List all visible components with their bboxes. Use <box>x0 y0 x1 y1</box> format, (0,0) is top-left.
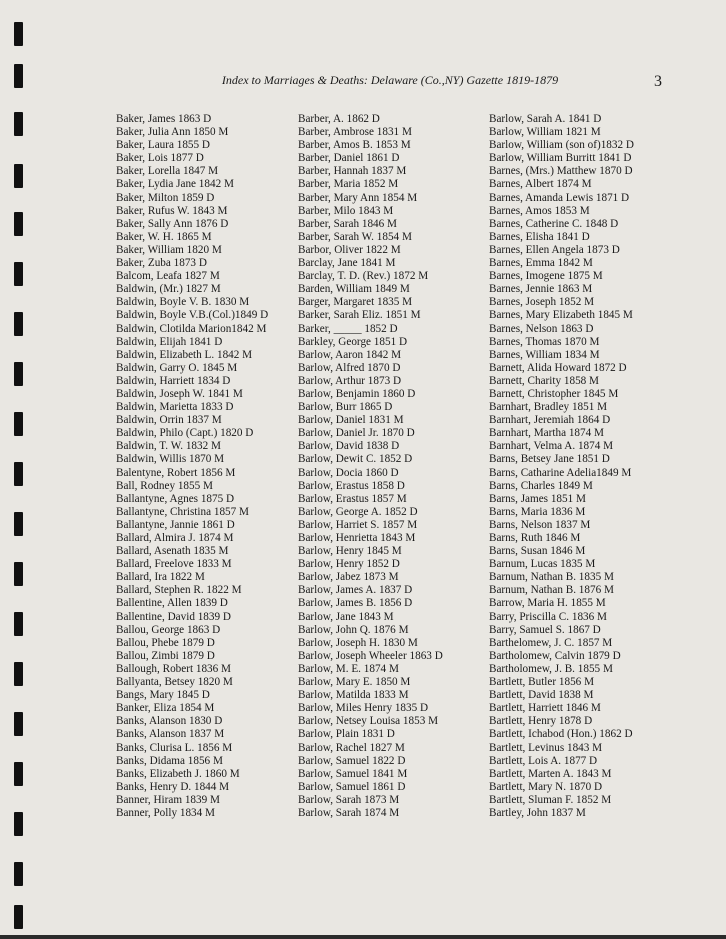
binder-hole <box>14 22 23 46</box>
index-entry: Banker, Eliza 1854 M <box>116 702 215 715</box>
index-entry: Barlow, Jane 1843 M <box>298 610 394 623</box>
index-entry: Ballard, Stephen R. 1822 M <box>116 584 242 597</box>
index-entry: Barnes, Amos 1853 M <box>489 204 590 217</box>
index-entry: Barns, James 1851 M <box>489 492 586 505</box>
index-entry: Ballou, Phebe 1879 D <box>116 636 215 649</box>
index-column-3 <box>489 113 634 820</box>
binder-hole <box>14 462 23 486</box>
index-entry: Barlow, Henry 1845 M <box>298 545 402 558</box>
index-entry: Barnum, Nathan B. 1835 M <box>489 571 614 584</box>
index-entry: Bangs, Mary 1845 D <box>116 689 210 702</box>
index-entry: Baker, William 1820 M <box>116 243 222 256</box>
index-entry: Barlow, Henry 1852 D <box>298 558 400 571</box>
index-entry: Banks, Didama 1856 M <box>116 754 223 767</box>
index-entry: Barnes, William 1834 M <box>489 348 600 361</box>
index-entry: Barns, Ruth 1846 M <box>489 532 581 544</box>
index-entry: Baldwin, Joseph W. 1841 M <box>116 387 243 400</box>
index-entry: Barnes, Imogene 1875 M <box>489 270 603 283</box>
index-entry: Barlow, William (son of)1832 D <box>489 139 634 152</box>
index-entry: Barnes, (Mrs.) Matthew 1870 D <box>489 165 633 178</box>
index-entry: Baker, Lorella 1847 M <box>116 165 219 178</box>
index-entry: Barlow, Harriet S. 1857 M <box>298 518 418 531</box>
index-entry: Barnes, Amanda Lewis 1871 D <box>489 191 630 204</box>
index-entry: Barclay, Jane 1841 M <box>298 257 396 270</box>
binder-hole <box>14 212 23 236</box>
index-entry: Ballough, Robert 1836 M <box>116 662 231 675</box>
index-entry: Barber, Sarah W. 1854 M <box>298 230 412 243</box>
index-entry: Baldwin, Willis 1870 M <box>116 453 225 466</box>
index-entry: Baldwin, T. W. 1832 M <box>116 440 221 453</box>
index-entry: Bartley, John 1837 M <box>489 806 586 819</box>
index-entry: Barlow, Alfred 1870 D <box>298 361 401 374</box>
index-entry: Ballard, Ira 1822 M <box>116 571 205 584</box>
index-entry: Barnhart, Jeremiah 1864 D <box>489 414 611 427</box>
index-entry: Barber, Amos B. 1853 M <box>298 139 411 152</box>
index-entry: Banks, Elizabeth J. 1860 M <box>116 767 240 780</box>
index-entry: Barlow, Burr 1865 D <box>298 401 393 414</box>
index-entry: Ballou, George 1863 D <box>116 623 221 636</box>
index-entry: Baldwin, Marietta 1833 D <box>116 401 234 414</box>
index-entry: Barlow, Sarah A. 1841 D <box>489 113 602 125</box>
index-entry: Barber, Mary Ann 1854 M <box>298 191 418 204</box>
index-entry: Ballantyne, Christina 1857 M <box>116 505 249 518</box>
index-entry: Baldwin, Boyle V. B. 1830 M <box>116 296 250 309</box>
binder-hole <box>14 762 23 786</box>
binder-hole <box>14 512 23 536</box>
index-entry: Ballou, Zimbi 1879 D <box>116 649 215 662</box>
index-entry: Barlow, Jabez 1873 M <box>298 571 399 584</box>
index-entry: Barnes, Thomas 1870 M <box>489 335 600 348</box>
index-entry: Banner, Polly 1834 M <box>116 806 215 819</box>
binder-hole <box>14 362 23 386</box>
binder-hole <box>14 562 23 586</box>
index-entry: Ballard, Almira J. 1874 M <box>116 532 234 544</box>
index-entry: Barnes, Elisha 1841 D <box>489 230 590 243</box>
index-entry: Barnes, Emma 1842 M <box>489 257 593 270</box>
index-entry: Barlow, Rachel 1827 M <box>298 741 405 754</box>
index-entry: Barber, Maria 1852 M <box>298 178 399 191</box>
index-entry: Barnes, Nelson 1863 D <box>489 322 594 335</box>
binder-hole <box>14 712 23 736</box>
index-entry: Barlow, George A. 1852 D <box>298 505 418 518</box>
index-entry: Barnett, Christopher 1845 M <box>489 387 619 400</box>
index-entry: Barlow, M. E. 1874 M <box>298 662 399 675</box>
index-entry: Barlow, Erastus 1857 M <box>298 492 407 505</box>
index-entry: Baldwin, Boyle V.B.(Col.)1849 D <box>116 309 269 322</box>
index-entry: Barlow, Samuel 1861 D <box>298 780 406 793</box>
index-entry: Barry, Samuel S. 1867 D <box>489 623 601 636</box>
index-entry: Banks, Alanson 1837 M <box>116 728 225 741</box>
index-entry: Barnett, Alida Howard 1872 D <box>489 361 627 374</box>
index-entry: Barry, Priscilla C. 1836 M <box>489 610 607 623</box>
index-entry: Baldwin, Philo (Capt.) 1820 D <box>116 427 254 440</box>
index-entry: Barlow, John Q. 1876 M <box>298 623 409 636</box>
index-entry: Barnes, Ellen Angela 1873 D <box>489 243 620 256</box>
page-number: 3 <box>654 73 662 90</box>
index-entry: Ballard, Asenath 1835 M <box>116 545 229 558</box>
index-entry: Bartlett, David 1838 M <box>489 689 594 702</box>
index-entry: Baker, Laura 1855 D <box>116 139 210 152</box>
binder-hole <box>14 662 23 686</box>
index-entry: Banner, Hiram 1839 M <box>116 793 220 806</box>
index-entry: Barnes, Catherine C. 1848 D <box>489 217 619 230</box>
index-entry: Barnes, Albert 1874 M <box>489 178 592 191</box>
index-entry: Barthelomew, J. C. 1857 M <box>489 636 613 649</box>
index-entry: Barber, Daniel 1861 D <box>298 152 400 165</box>
index-entry: Balcom, Leafa 1827 M <box>116 270 220 283</box>
index-entry: Barlow, Aaron 1842 M <box>298 348 402 361</box>
index-entry: Barlow, Joseph Wheeler 1863 D <box>298 649 443 662</box>
index-entry: Baker, Rufus W. 1843 M <box>116 204 228 217</box>
index-entry: Barker, Sarah Eliz. 1851 M <box>298 309 421 322</box>
index-entry: Baker, James 1863 D <box>116 113 212 125</box>
index-entry: Barker, _____ 1852 D <box>298 322 398 335</box>
page-title: Index to Marriages & Deaths: Delaware (Co.,NY) Gazette 1819-1879 <box>221 73 559 87</box>
index-entry: Barber, Sarah 1846 M <box>298 217 397 230</box>
index-entry: Banks, Alanson 1830 D <box>116 715 223 728</box>
index-entry: Barber, A. 1862 D <box>298 113 380 125</box>
index-entry: Barlow, Daniel Jr. 1870 D <box>298 427 415 440</box>
index-entry: Ballentine, Allen 1839 D <box>116 597 228 610</box>
index-entry: Barger, Margaret 1835 M <box>298 296 413 309</box>
index-entry: Baker, Julia Ann 1850 M <box>116 126 229 139</box>
index-entry: Banks, Henry D. 1844 M <box>116 780 230 793</box>
index-entry: Barns, Betsey Jane 1851 D <box>489 453 610 466</box>
index-entry: Barnett, Charity 1858 M <box>489 374 599 387</box>
index-entry: Bartlett, Sluman F. 1852 M <box>489 793 612 806</box>
index-entry: Barlow, James B. 1856 D <box>298 597 413 610</box>
index-entry: Bartlett, Harriett 1846 M <box>489 702 601 715</box>
index-entry: Barlow, Daniel 1831 M <box>298 414 404 427</box>
index-entry: Barden, William 1849 M <box>298 283 410 296</box>
binder-hole <box>14 312 23 336</box>
page-bottom-edge <box>0 935 726 939</box>
index-entry: Barns, Catharine Adelia1849 M <box>489 466 632 479</box>
index-entry: Baker, Sally Ann 1876 D <box>116 217 229 230</box>
binder-hole <box>14 612 23 636</box>
index-entry: Baker, Lois 1877 D <box>116 152 204 165</box>
index-entry: Barrow, Maria H. 1855 M <box>489 597 606 610</box>
binder-hole <box>14 262 23 286</box>
index-entry: Barlow, Samuel 1841 M <box>298 767 408 780</box>
index-entry: Ballard, Freelove 1833 M <box>116 558 232 571</box>
binder-hole <box>14 905 23 929</box>
index-entry: Bartlett, Lois A. 1877 D <box>489 754 598 767</box>
index-entry: Barbor, Oliver 1822 M <box>298 243 401 256</box>
index-entry: Baldwin, Elijah 1841 D <box>116 335 223 348</box>
index-entry: Barlow, William 1821 M <box>489 126 601 139</box>
index-entry: Barns, Susan 1846 M <box>489 545 586 558</box>
index-entry: Barlow, Henrietta 1843 M <box>298 532 416 544</box>
index-entry: Barnes, Jennie 1863 M <box>489 283 593 296</box>
index-entry: Barlow, James A. 1837 D <box>298 584 413 597</box>
index-entry: Barns, Charles 1849 M <box>489 479 593 492</box>
index-entry: Baldwin, Elizabeth L. 1842 M <box>116 348 253 361</box>
index-entry: Bartlett, Ichabod (Hon.) 1862 D <box>489 728 633 741</box>
index-entry: Barnum, Lucas 1835 M <box>489 558 596 571</box>
index-entry: Baldwin, Clotilda Marion1842 M <box>116 322 267 335</box>
index-entry: Ballentine, David 1839 D <box>116 610 231 623</box>
index-entry: Baldwin, Garry O. 1845 M <box>116 361 238 374</box>
index-entry: Barnes, Joseph 1852 M <box>489 296 595 309</box>
index-entry: Baker, W. H. 1865 M <box>116 230 212 243</box>
index-entry: Barlow, Netsey Louisa 1853 M <box>298 715 439 728</box>
index-entry: Barclay, T. D. (Rev.) 1872 M <box>298 270 429 283</box>
index-entry: Baldwin, Orrin 1837 M <box>116 414 222 427</box>
index-entry: Barnhart, Martha 1874 M <box>489 427 604 440</box>
index-entry: Barlow, Sarah 1874 M <box>298 806 400 819</box>
index-entry: Barlow, Erastus 1858 D <box>298 479 405 492</box>
binder-hole <box>14 64 23 88</box>
index-entry: Baker, Zuba 1873 D <box>116 257 207 270</box>
binder-hole <box>14 164 23 188</box>
index-entry: Bartholomew, J. B. 1855 M <box>489 662 613 675</box>
index-entry: Barlow, Miles Henry 1835 D <box>298 702 429 715</box>
index-entry: Balentyne, Robert 1856 M <box>116 466 236 479</box>
index-entry: Barber, Milo 1843 M <box>298 204 394 217</box>
index-entry: Bartlett, Butler 1856 M <box>489 676 595 689</box>
index-entry: Baker, Lydia Jane 1842 M <box>116 178 234 191</box>
index-entry: Barlow, Plain 1831 D <box>298 728 395 741</box>
index-entry: Bartholomew, Calvin 1879 D <box>489 649 621 662</box>
binder-hole <box>14 112 23 136</box>
index-entry: Barlow, Sarah 1873 M <box>298 793 400 806</box>
index-entry: Bartlett, Marten A. 1843 M <box>489 767 612 780</box>
binder-hole <box>14 812 23 836</box>
index-entry: Barns, Nelson 1837 M <box>489 518 591 531</box>
index-entry: Barlow, Mary E. 1850 M <box>298 676 411 689</box>
index-entry: Barber, Hannah 1837 M <box>298 165 407 178</box>
index-entry: Baldwin, (Mr.) 1827 M <box>116 283 221 296</box>
binder-holes <box>14 0 26 939</box>
index-entry: Baldwin, Harriett 1834 D <box>116 374 231 387</box>
index-entry: Barlow, William Burritt 1841 D <box>489 152 632 165</box>
index-column-2 <box>298 113 443 820</box>
index-entry: Bartlett, Mary N. 1870 D <box>489 780 603 793</box>
index-entry: Barlow, David 1838 D <box>298 440 400 453</box>
index-entry: Ballantyne, Jannie 1861 D <box>116 518 235 531</box>
index-entry: Barlow, Dewit C. 1852 D <box>298 453 413 466</box>
index-entry: Bartlett, Levinus 1843 M <box>489 741 603 754</box>
index-entry: Barlow, Matilda 1833 M <box>298 689 409 702</box>
index-entry: Barnhart, Bradley 1851 M <box>489 401 608 414</box>
index-entry: Barber, Ambrose 1831 M <box>298 126 412 139</box>
index-entry: Baker, Milton 1859 D <box>116 191 215 204</box>
index-entry: Banks, Clurisa L. 1856 M <box>116 741 233 754</box>
index-entry: Barns, Maria 1836 M <box>489 505 586 518</box>
index-entry: Barkley, George 1851 D <box>298 335 408 348</box>
binder-hole <box>14 862 23 886</box>
index-column-1 <box>116 113 268 820</box>
index-entry: Bartlett, Henry 1878 D <box>489 715 593 728</box>
index-entry: Barnum, Nathan B. 1876 M <box>489 584 614 597</box>
index-entry: Barnes, Mary Elizabeth 1845 M <box>489 309 633 322</box>
index-entry: Ballantyne, Agnes 1875 D <box>116 492 235 505</box>
index-entry: Barlow, Docia 1860 D <box>298 466 399 479</box>
index-entry: Barnhart, Velma A. 1874 M <box>489 440 614 453</box>
index-entry: Barlow, Samuel 1822 D <box>298 754 406 767</box>
index-entry: Barlow, Benjamin 1860 D <box>298 387 416 400</box>
index-entry: Ball, Rodney 1855 M <box>116 479 213 492</box>
binder-hole <box>14 412 23 436</box>
index-entry: Ballyanta, Betsey 1820 M <box>116 676 233 689</box>
index-entry: Barlow, Arthur 1873 D <box>298 374 402 387</box>
index-entry: Barlow, Joseph H. 1830 M <box>298 636 418 649</box>
